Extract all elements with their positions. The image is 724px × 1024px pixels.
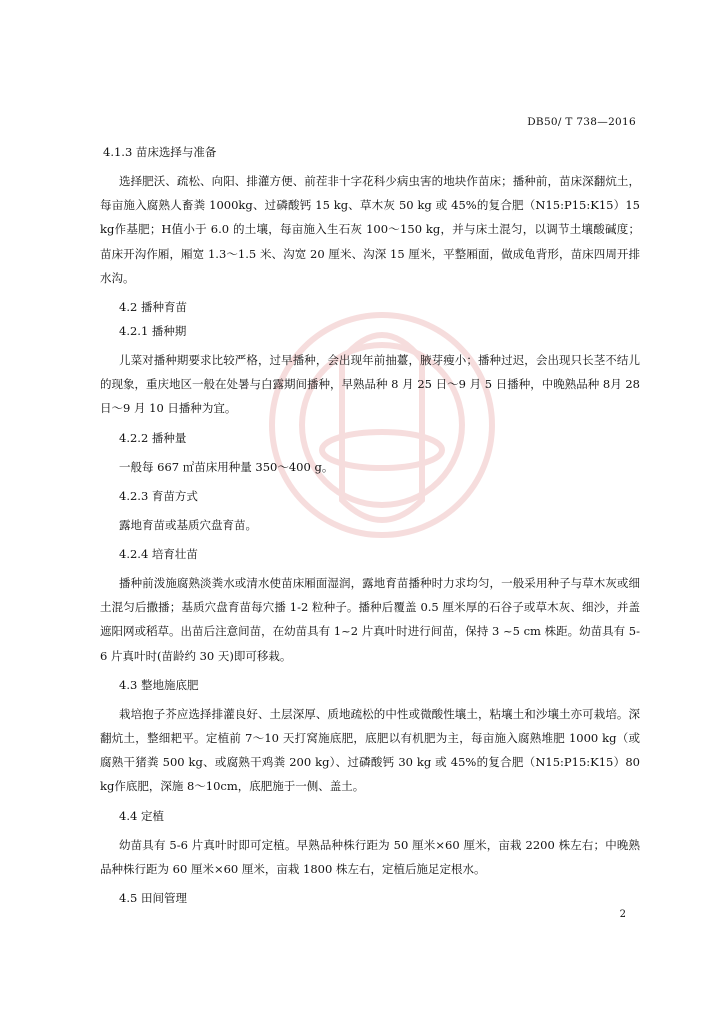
standard-number: DB50/ T 738—2016 bbox=[527, 116, 636, 128]
heading-4-2-2: 4.2.2 播种量 bbox=[119, 430, 187, 445]
heading-4-4: 4.4 定植 bbox=[119, 808, 164, 823]
paragraph-seedbed: 选择肥沃、疏松、向阳、排灌方便、前茬非十字花科少病虫害的地块作苗床；播种前，苗床深翻炕土，每亩施入腐熟人畜粪 1000kg、过磷酸钙 15 kg、草木灰 50 kg 或 45%的复合肥（N15:P15:K15）15 kg作基肥；H值小于 6.0 的土壤，每亩施入生石灰 100～150 kg，并与床土混匀，以调节土壤酸碱度；苗床开沟作厢，厢宽 1.3～1.5 米、沟宽 20 厘米、沟深 15 厘米，平整厢面，做成龟背形，苗床四周开排水沟。 bbox=[100, 174, 640, 285]
heading-4-1-3: 4.1.3 苗床选择与准备 bbox=[103, 145, 217, 159]
heading-4-2-4: 4.2.4 培育壮苗 bbox=[119, 547, 198, 562]
paragraph-nursery-method: 露地育苗或基质穴盘育苗。 bbox=[119, 517, 257, 532]
paragraph-sowing-period: 儿菜对播种期要求比较严格，过早播种，会出现年前抽薹，腋芽瘦小；播种过迟，会出现只长茎不结儿的现象，重庆地区一般在处暑与白露期间播种，早熟品种 8 月 25 日～9 月 5 日播种，中晚熟品种 8月 28 日～9 月 10 日播种为宜。 bbox=[100, 353, 640, 416]
paragraph-transplanting: 幼苗具有 5-6 片真叶时即可定植。早熟品种株行距为 50 厘米×60 厘米，亩栽 2200 株左右；中晚熟品种株行距为 60 厘米×60 厘米，亩栽 1800 株左右，定植后施足定根水。 bbox=[100, 837, 640, 876]
paragraph-seed-amount: 一般每 667 ㎡苗床用种量 350～400 g。 bbox=[119, 459, 334, 474]
page-number: 2 bbox=[619, 909, 626, 920]
heading-4-5: 4.5 田间管理 bbox=[119, 891, 187, 906]
heading-4-2-3: 4.2.3 育苗方式 bbox=[119, 488, 198, 503]
heading-4-2-1: 4.2.1 播种期 bbox=[119, 324, 187, 339]
paragraph-base-fertilizer: 栽培抱子芥应选择排灌良好、土层深厚、质地疏松的中性或微酸性壤土，粘壤土和沙壤土亦可栽培。深翻炕土，整细耙平。定植前 7～10 天打窝施底肥，底肥以有机肥为主，每亩施入腐熟堆肥 1000 kg（或腐熟干猪粪 500 kg、或腐熟干鸡粪 200 kg）、过磷酸钙 30 kg 或 45%的复合肥（N15:P15:K15）80 kg作底肥，深施 8～10cm，底肥施于一侧、盖土。 bbox=[100, 706, 640, 794]
heading-4-3: 4.3 整地施底肥 bbox=[119, 677, 199, 692]
heading-4-2: 4.2 播种育苗 bbox=[119, 300, 187, 315]
paragraph-strong-seedlings: 播种前泼施腐熟淡粪水或清水使苗床厢面湿润，露地育苗播种时力求均匀，一般采用种子与草木灰或细土混匀后撒播；基质穴盘育苗每穴播 1-2 粒种子。播种后覆盖 0.5 厘米厚的石谷子或草木灰、细沙，并盖遮阳网或稻草。出苗后注意间苗，在幼苗具有 1~2 片真叶时进行间苗，保持 3 ~5 cm 株距。幼苗具有 5-6 片真叶时(苗龄约 30 天)即可移栽。 bbox=[100, 576, 640, 663]
document-body bbox=[100, 145, 640, 905]
